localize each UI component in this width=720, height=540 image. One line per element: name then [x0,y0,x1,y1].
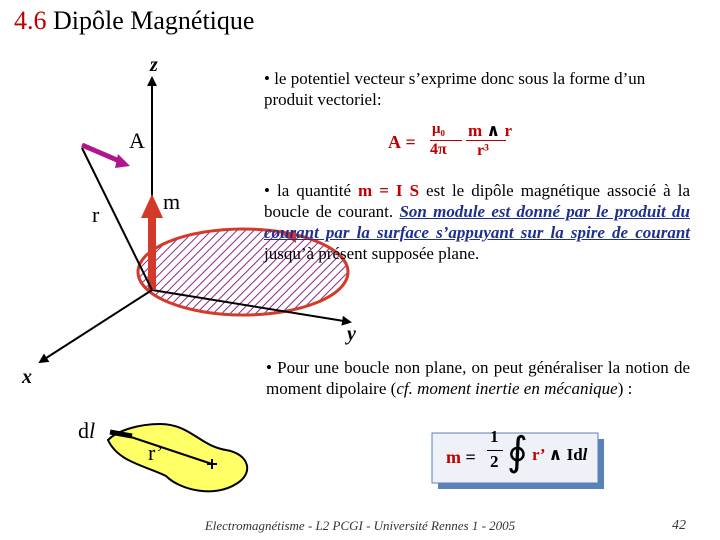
page-number: 42 [672,518,686,533]
moment-m-arrowhead [141,194,163,218]
formula2-num: 1 [490,427,499,446]
section-number: 4.6 [14,6,47,35]
formula1-frac-line-2 [466,140,506,141]
footer-text: Electromagnétisme - L2 PCGI - Université Rennes 1 - 2005 [204,518,516,533]
moment-m-label: m [163,189,181,214]
x-axis [40,290,152,362]
formula2-den: 2 [490,452,499,471]
bullet-nonplanar-loop: • Pour une boucle non plane, on peut généraliser la notion de moment dipolaire (cf. moment inertie en mécanique) : [266,358,690,398]
vector-r-label: r [92,202,100,227]
r-prime-label: r’ [148,440,164,465]
axis-z-label: z [150,54,158,76]
bullet-dipole-definition: • la quantité m = I S est le dipôle magnétique associé à la boucle de courant. Son module est donné par le produit du courant par la surface s’appuyant sur la spire de courant jusqu’à présent supposée plane. [264,181,690,263]
axis-x-label: x [22,366,32,388]
contour-integral-icon: ∮ [507,429,528,474]
formula2-frac-line [487,450,503,451]
formula1-r3: r³ [477,142,489,159]
vector-a-label: A [129,128,145,153]
formula1-mu: μ₀ [432,121,446,137]
a-vector-arrowhead [115,154,130,168]
section-title: Dipôle Magnétique [53,6,255,35]
bullet-vector-potential: • le potentiel vecteur s’exprime donc sous la forme d’un produit vectoriel: [264,69,646,109]
axis-y-label: y [347,323,356,345]
formula1-4pi: 4π [430,141,447,158]
formula2-lhs: m = [446,447,476,467]
moment-m-arrow [148,215,156,290]
formula1-cross: m ∧ r [468,121,513,140]
formula1-lhs: A = [388,132,416,152]
formula2-integrand: r’ ∧ Idl [532,445,588,464]
dl-label: dl [78,418,96,443]
